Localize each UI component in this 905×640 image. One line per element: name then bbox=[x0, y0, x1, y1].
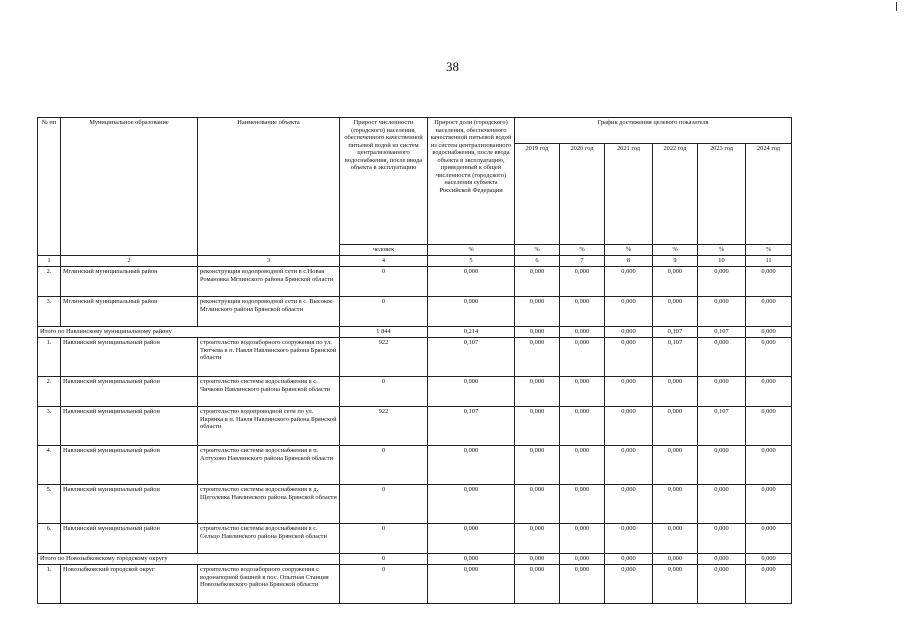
column-number: 4 bbox=[340, 256, 428, 267]
unit-cell: % bbox=[515, 245, 560, 256]
row-number: 3. bbox=[38, 297, 61, 327]
year-value-cell: 0,000 bbox=[698, 565, 746, 604]
municipality-cell: Новозыбковский городской округ bbox=[61, 565, 198, 604]
year-value-cell: 0,000 bbox=[560, 446, 605, 485]
year-value-cell: 0,000 bbox=[698, 297, 746, 327]
row-number: 2. bbox=[38, 377, 61, 407]
row-number: 3. bbox=[38, 407, 61, 446]
year-value-cell: 0,000 bbox=[746, 565, 792, 604]
municipality-cell: Навлинский муниципальный район bbox=[61, 377, 198, 407]
share-growth-cell: 0,000 bbox=[428, 377, 515, 407]
column-number: 2 bbox=[61, 256, 198, 267]
total-label: Итого по Новозыбковскому городскому округу bbox=[38, 554, 340, 565]
municipality-cell: Навлинский муниципальный район bbox=[61, 338, 198, 377]
year-value-cell: 0,000 bbox=[515, 485, 560, 524]
year-value-cell: 0,000 bbox=[698, 446, 746, 485]
header-schedule: График достижения целевого показателя bbox=[515, 118, 792, 144]
object-cell: строительство водозаборного сооружения с водонапорной башней в пос. Опытная Станция Новозыбковского района Брянской области bbox=[198, 565, 340, 604]
table-row bbox=[38, 377, 792, 407]
year-value-cell: 0,000 bbox=[746, 524, 792, 554]
municipality-cell: Навлинский муниципальный район bbox=[61, 485, 198, 524]
year-value-cell: 0,000 bbox=[605, 407, 653, 446]
municipality-cell: Навлинский муниципальный район bbox=[61, 407, 198, 446]
unit-cell: % bbox=[605, 245, 653, 256]
column-number: 11 bbox=[746, 256, 792, 267]
year-value-cell: 0,000 bbox=[746, 485, 792, 524]
population-growth-cell: 0 bbox=[340, 377, 428, 407]
year-value-cell: 0,000 bbox=[698, 377, 746, 407]
year-value-cell: 0,000 bbox=[605, 297, 653, 327]
unit-cell: % bbox=[698, 245, 746, 256]
row-number: 1. bbox=[38, 565, 61, 604]
year-value-cell: 0,000 bbox=[560, 554, 605, 565]
column-number: 8 bbox=[605, 256, 653, 267]
year-value-cell: 0,000 bbox=[746, 267, 792, 297]
column-number: 6 bbox=[515, 256, 560, 267]
column-number: 7 bbox=[560, 256, 605, 267]
header-num: № пп bbox=[38, 118, 61, 256]
municipality-cell: Навлинский муниципальный район bbox=[61, 446, 198, 485]
table-row bbox=[38, 565, 792, 604]
column-number: 5 bbox=[428, 256, 515, 267]
year-value-cell: 0,000 bbox=[605, 377, 653, 407]
year-value-cell: 0,000 bbox=[653, 485, 698, 524]
year-value-cell: 0,000 bbox=[653, 446, 698, 485]
population-growth-cell: 922 bbox=[340, 407, 428, 446]
municipality-cell: Навлинский муниципальный район bbox=[61, 524, 198, 554]
year-value-cell: 0,000 bbox=[653, 267, 698, 297]
year-value-cell: 0,000 bbox=[605, 327, 653, 338]
year-value-cell: 0,000 bbox=[746, 297, 792, 327]
year-value-cell: 0,000 bbox=[560, 524, 605, 554]
column-number: 3 bbox=[198, 256, 340, 267]
population-growth-cell: 0 bbox=[340, 446, 428, 485]
object-cell: строительство водозаборного сооружения по ул. Тютчева в п. Навля Навлинского района Брянской области bbox=[198, 338, 340, 377]
year-value-cell: 0,000 bbox=[653, 554, 698, 565]
table-row bbox=[38, 524, 792, 554]
share-growth-cell: 0,000 bbox=[428, 267, 515, 297]
unit-cell: % bbox=[746, 245, 792, 256]
unit-cell: человек bbox=[340, 245, 428, 256]
header-year: 2022 год bbox=[653, 144, 698, 245]
population-growth-cell: 0 bbox=[340, 485, 428, 524]
year-value-cell: 0,000 bbox=[515, 446, 560, 485]
row-number: 2. bbox=[38, 267, 61, 297]
year-value-cell: 0,000 bbox=[746, 327, 792, 338]
population-growth-cell: 922 bbox=[340, 338, 428, 377]
row-number: 4. bbox=[38, 446, 61, 485]
column-number: 10 bbox=[698, 256, 746, 267]
year-value-cell: 0,000 bbox=[605, 554, 653, 565]
object-cell: строительство системы водоснабжения в п. Алтухово Навлинского района Брянской области bbox=[198, 446, 340, 485]
municipality-cell: Мглинский муниципальный район bbox=[61, 297, 198, 327]
header-year: 2023 год bbox=[698, 144, 746, 245]
year-value-cell: 0,000 bbox=[653, 377, 698, 407]
unit-cell: % bbox=[653, 245, 698, 256]
header-growth-share: Прирост доли (городского) населения, обеспеченного качественной питьевой водой из систем централизованного водоснабжения, после ввода объекта в эксплуатацию, приведенный к общей численности (городского) населения субъекта Российской Федерации bbox=[428, 118, 515, 245]
object-cell: реконструкция водопроводной сети в с.Новая Романовка Мглинского района Брянской области bbox=[198, 267, 340, 297]
total-label: Итого по Навлинскому муниципальному району bbox=[38, 327, 340, 338]
year-value-cell: 0,000 bbox=[515, 524, 560, 554]
share-growth-cell: 0,000 bbox=[428, 524, 515, 554]
header-year: 2019 год bbox=[515, 144, 560, 245]
object-cell: строительство системы водоснабжения в д. Щеголевка Навлинского района Брянской области bbox=[198, 485, 340, 524]
year-value-cell: 0,000 bbox=[515, 565, 560, 604]
column-number: 1 bbox=[38, 256, 61, 267]
population-growth-cell: 0 bbox=[340, 554, 428, 565]
target-indicator-table bbox=[37, 117, 792, 604]
year-value-cell: 0,000 bbox=[515, 267, 560, 297]
header-municipality: Муниципальное образование bbox=[61, 118, 198, 256]
year-value-cell: 0,000 bbox=[515, 297, 560, 327]
population-growth-cell: 0 bbox=[340, 565, 428, 604]
year-value-cell: 0,000 bbox=[698, 338, 746, 377]
year-value-cell: 0,000 bbox=[653, 524, 698, 554]
year-value-cell: 0,000 bbox=[515, 554, 560, 565]
object-cell: строительство водопроводной сети по ул. Икрянка в п. Навля Навлинского района Брянской области bbox=[198, 407, 340, 446]
year-value-cell: 0,000 bbox=[560, 297, 605, 327]
population-growth-cell: 1 844 bbox=[340, 327, 428, 338]
year-value-cell: 0,000 bbox=[560, 338, 605, 377]
table-row bbox=[38, 485, 792, 524]
year-value-cell: 0,000 bbox=[698, 485, 746, 524]
table-row bbox=[38, 267, 792, 297]
year-value-cell: 0,000 bbox=[515, 377, 560, 407]
year-value-cell: 0,000 bbox=[560, 565, 605, 604]
table-row bbox=[38, 446, 792, 485]
year-value-cell: 0,000 bbox=[746, 446, 792, 485]
unit-cell: % bbox=[428, 245, 515, 256]
year-value-cell: 0,000 bbox=[605, 446, 653, 485]
share-growth-cell: 0,107 bbox=[428, 407, 515, 446]
population-growth-cell: 0 bbox=[340, 524, 428, 554]
share-growth-cell: 0,000 bbox=[428, 485, 515, 524]
year-value-cell: 0,107 bbox=[698, 407, 746, 446]
year-value-cell: 0,000 bbox=[605, 485, 653, 524]
page-number: 38 bbox=[446, 59, 459, 74]
margin-mark bbox=[896, 2, 897, 11]
object-cell: реконструкция водопроводной сети в с. Высокое Мглинского района Брянской области bbox=[198, 297, 340, 327]
year-value-cell: 0,000 bbox=[698, 267, 746, 297]
year-value-cell: 0,000 bbox=[560, 377, 605, 407]
year-value-cell: 0,000 bbox=[560, 327, 605, 338]
total-row bbox=[38, 327, 792, 338]
year-value-cell: 0,107 bbox=[698, 327, 746, 338]
year-value-cell: 0,000 bbox=[746, 407, 792, 446]
year-value-cell: 0,000 bbox=[605, 267, 653, 297]
year-value-cell: 0,000 bbox=[560, 485, 605, 524]
object-cell: строительство системы водоснабжения в с. Сельцо Навлинского района Брянской области bbox=[198, 524, 340, 554]
year-value-cell: 0,000 bbox=[605, 524, 653, 554]
table-row bbox=[38, 407, 792, 446]
share-growth-cell: 0,214 bbox=[428, 327, 515, 338]
header-year: 2024 год bbox=[746, 144, 792, 245]
table-row bbox=[38, 338, 792, 377]
year-value-cell: 0,000 bbox=[605, 338, 653, 377]
population-growth-cell: 0 bbox=[340, 297, 428, 327]
year-value-cell: 0,000 bbox=[653, 565, 698, 604]
header-year: 2021 год bbox=[605, 144, 653, 245]
year-value-cell: 0,000 bbox=[560, 267, 605, 297]
unit-cell: % bbox=[560, 245, 605, 256]
share-growth-cell: 0,107 bbox=[428, 338, 515, 377]
share-growth-cell: 0,000 bbox=[428, 565, 515, 604]
column-number: 9 bbox=[653, 256, 698, 267]
year-value-cell: 0,107 bbox=[653, 327, 698, 338]
object-cell: строительство системы водоснабжения в с. Чичково Навлинского района Брянской области bbox=[198, 377, 340, 407]
year-value-cell: 0,000 bbox=[515, 338, 560, 377]
year-value-cell: 0,000 bbox=[515, 407, 560, 446]
population-growth-cell: 0 bbox=[340, 267, 428, 297]
year-value-cell: 0,000 bbox=[746, 338, 792, 377]
row-number: 6. bbox=[38, 524, 61, 554]
year-value-cell: 0,000 bbox=[515, 327, 560, 338]
municipality-cell: Мглинский муниципальный район bbox=[61, 267, 198, 297]
row-number: 5. bbox=[38, 485, 61, 524]
year-value-cell: 0,000 bbox=[746, 554, 792, 565]
year-value-cell: 0,000 bbox=[698, 524, 746, 554]
year-value-cell: 0,000 bbox=[698, 554, 746, 565]
total-row bbox=[38, 554, 792, 565]
year-value-cell: 0,107 bbox=[653, 338, 698, 377]
year-value-cell: 0,000 bbox=[653, 297, 698, 327]
header-growth-population: Прирост численности (городского) населения, обеспеченного качественной питьевой водой из систем централизованного водоснабжения, после ввода объекта в эксплуатацию bbox=[340, 118, 428, 245]
share-growth-cell: 0,000 bbox=[428, 446, 515, 485]
year-value-cell: 0,000 bbox=[605, 565, 653, 604]
table-row bbox=[38, 297, 792, 327]
header-year: 2020 год bbox=[560, 144, 605, 245]
header-object: Наименование объекта bbox=[198, 118, 340, 256]
share-growth-cell: 0,000 bbox=[428, 297, 515, 327]
year-value-cell: 0,000 bbox=[560, 407, 605, 446]
share-growth-cell: 0,000 bbox=[428, 554, 515, 565]
year-value-cell: 0,000 bbox=[746, 377, 792, 407]
table-body bbox=[38, 267, 792, 604]
year-value-cell: 0,000 bbox=[653, 407, 698, 446]
row-number: 1. bbox=[38, 338, 61, 377]
